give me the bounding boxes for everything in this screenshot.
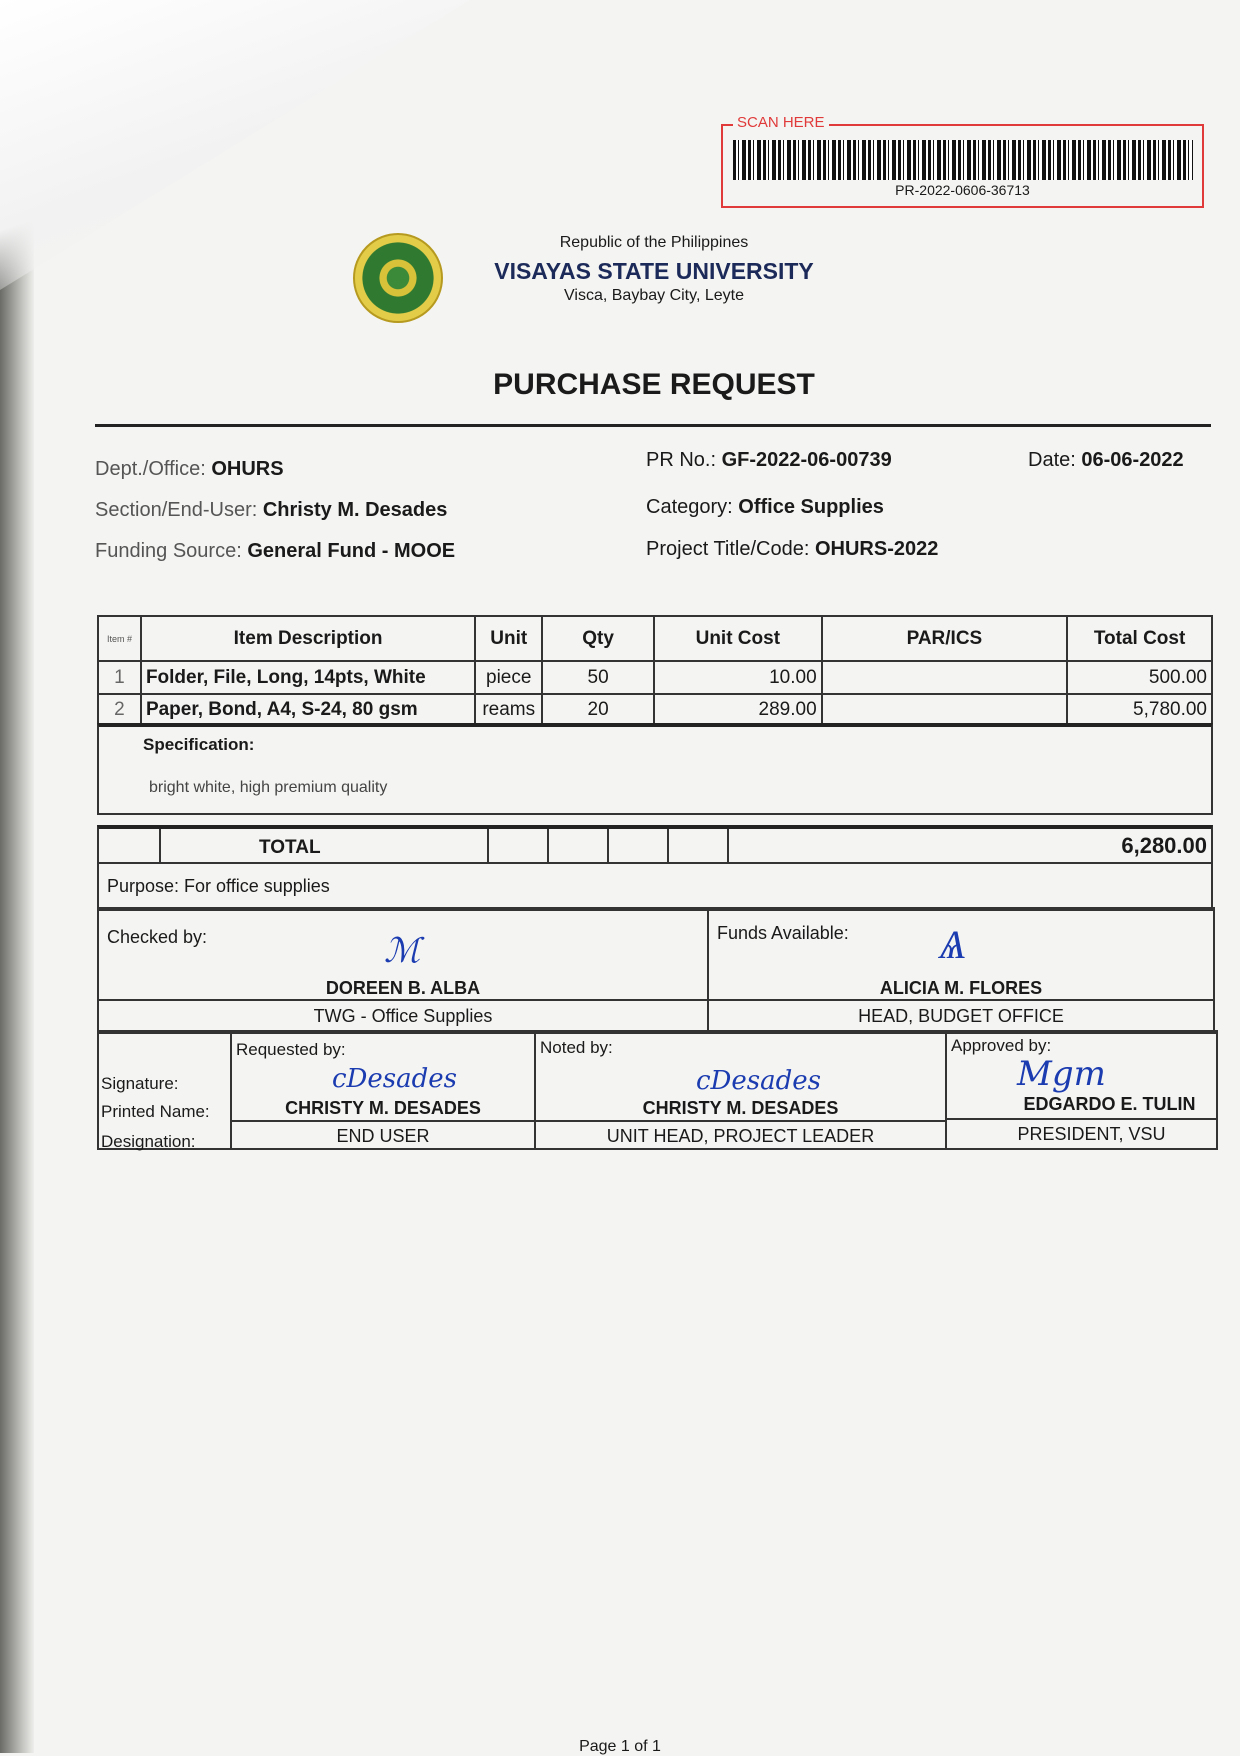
signature-icon: ℳ — [384, 931, 421, 971]
university-address: Visca, Baybay City, Leyte — [564, 287, 744, 304]
total-row — [97, 825, 1213, 864]
section-field: Section/End-User: Christy M. Desades — [95, 499, 448, 521]
purpose-row — [97, 862, 1213, 909]
barcode-box — [721, 114, 1204, 208]
funds-available-box: Funds Available: ALICIA M. FLORES Ѧ — [707, 907, 1215, 1001]
signature-icon: Mgm — [1017, 1054, 1106, 1094]
checked-designation: TWG - Office Supplies — [97, 999, 709, 1032]
divider — [95, 424, 1211, 427]
specification-box — [97, 723, 1213, 815]
funds-designation: HEAD, BUDGET OFFICE — [707, 999, 1215, 1032]
col-unit-cost: Unit Cost — [654, 616, 822, 661]
noted-by-box: Noted by: cDesades CHRISTY M. DESADES UNIT HEAD, PROJECT LEADER — [534, 1030, 947, 1150]
approved-by-box: Approved by: Mgm EDGARDO E. TULIN PRESIDENT, VSU — [945, 1030, 1218, 1150]
funds-name: ALICIA M. FLORES — [879, 978, 1043, 998]
pr-number-field: PR No.: GF-2022-06-00739 — [646, 449, 892, 471]
page-footer: Page 1 of 1 — [579, 1738, 661, 1755]
total-label: TOTAL — [259, 837, 321, 858]
col-total-cost: Total Cost — [1067, 616, 1212, 661]
requested-by-box: Requested by: cDesades CHRISTY M. DESADES END USER — [230, 1030, 536, 1150]
republic-text: Republic of the Philippines — [559, 234, 749, 251]
project-field: Project Title/Code: OHURS-2022 — [646, 538, 939, 560]
table-row: 2 Paper, Bond, A4, S-24, 80 gsm reams 20 289.00 5,780.00 — [98, 694, 1212, 725]
purpose-text: Purpose: For office supplies — [107, 876, 330, 896]
signature-icon: cDesades — [332, 1064, 458, 1094]
table-row: 1 Folder, File, Long, 14pts, White piece 50 10.00 500.00 — [98, 661, 1212, 694]
category-field: Category: Office Supplies — [646, 496, 884, 518]
table-header — [98, 616, 1212, 661]
barcode-icon — [733, 140, 1193, 180]
spec-label: Specification: — [143, 735, 255, 754]
signoff-labels: Signature: Printed Name: Designation: — [97, 1030, 232, 1150]
dept-field: Dept./Office: OHURS — [95, 458, 284, 480]
checked-by-box: Checked by: DOREEN B. ALBA ℳ — [97, 907, 709, 1001]
col-qty: Qty — [542, 616, 654, 661]
col-par-ics: PAR/ICS — [822, 616, 1067, 661]
spec-text: bright white, high premium quality — [149, 779, 388, 796]
items-table — [97, 615, 1213, 726]
date-field: Date: 06-06-2022 — [1028, 449, 1184, 471]
barcode-number: PR-2022-0606-36713 — [895, 182, 1030, 198]
funding-field: Funding Source: General Fund - MOOE — [95, 540, 456, 562]
university-name: VISAYAS STATE UNIVERSITY — [494, 258, 814, 284]
total-amount: 6,280.00 — [1121, 833, 1207, 858]
checked-by-name: DOREEN B. ALBA — [325, 978, 481, 998]
scan-label: SCAN HERE — [733, 114, 829, 131]
col-item-no: Item # — [98, 616, 141, 661]
page-title: PURCHASE REQUEST — [493, 368, 815, 401]
col-description: Item Description — [141, 616, 475, 661]
signature-icon: cDesades — [696, 1066, 822, 1096]
col-unit: Unit — [475, 616, 542, 661]
signature-icon: Ѧ — [939, 922, 967, 968]
